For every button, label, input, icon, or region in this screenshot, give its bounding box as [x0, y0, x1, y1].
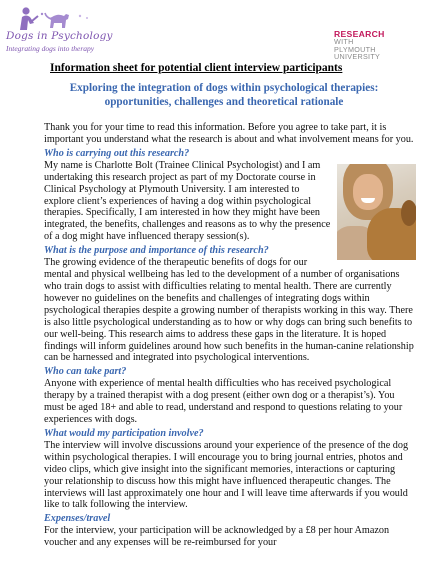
section-heading: What would my participation involve?: [44, 427, 204, 439]
logo-line-plymouth: PLYMOUTH: [334, 44, 376, 54]
section-text: For the interview, your participation will be acknowledged by a £8 per hour Amazon voucher and any expenses will be re-reimbursed for your: [44, 525, 390, 549]
section-heading: What is the purpose and importance of this research?: [44, 245, 269, 257]
section-heading: Who is carrying out this research?: [44, 147, 190, 159]
logo-line-with: WITH: [334, 37, 354, 47]
section-text: My name is Charlotte Bolt (Trainee Clinical Psychologist) and I am undertaking this research project as part of my Doctorate course in Clinical Psychology at Plymouth University. I am interested to explore client’s experiences of having a dog within psychological therapies. Specifically, I am interested in how they might have been integrated, the benefits, challenges and reasons as to why the presence of a dog might have influenced therapy session(s).: [44, 159, 331, 243]
section-text: The interview will involve discussions around your experience of the presence of the dog within psychological therapies. I will encourage you to bring journal entries, photos and video clips, which give insight into the significant memories, interactions or capturing your relationship to discuss how this might have influenced therapeutic changes. The interviews will last approximately one hour and I will leave time afterwards if you would like to talk following the interview.: [44, 439, 409, 511]
section-text: Anyone with experience of mental health difficulties who has received psychological therapy by a trained therapist with a dog present (either own dog or a therapist’s). You must be aged 18+ and able to read, understand and respond to questions relating to your experiences with dogs.: [44, 378, 403, 426]
logo-line-university: UNIVERSITY: [334, 52, 381, 62]
document-title: Information sheet for potential client interview participants: [50, 62, 343, 74]
logo-tagline: Integrating dogs into therapy: [6, 44, 95, 53]
section-heading: Expenses/travel: [44, 513, 111, 525]
person-and-dog-silhouette-icon: [8, 6, 108, 30]
logo-line-research: RESEARCH: [334, 29, 385, 39]
intro-paragraph: Thank you for your time to read this information. Before you agree to take part, it is important you understand what the research is about and what involvement means for you.: [44, 122, 414, 145]
study-title: Exploring the integration of dogs within psychological therapies: opportunities, challenges and theoretical rationale: [69, 82, 379, 108]
logo-name: Dogs in Psychology: [6, 30, 113, 42]
section-heading: Who can take part?: [44, 366, 127, 378]
researcher-photo: [337, 164, 416, 260]
dogs-in-psychology-logo: [2, 4, 122, 56]
plymouth-university-logo: [334, 30, 426, 61]
section-text: The growing evidence of the therapeutic benefits of dogs for our mental and physical wellbeing has led to the development of a number of organisations who train dogs to assist with difficulties relating to mental health. There are currently however no guidelines on the benefits and challenges of integrating dogs within psychological therapies despite a growing number of therapists working in this way. There is also little psychological understanding as to how or why dogs can bring such benefits to our well-being. This research aims to address these gaps in the literature. It is hoped findings will inform guidelines around how such benefits in the human-canine relationship can be harnessed and integrated into psychological interventions.: [44, 257, 414, 364]
document-body: [44, 122, 416, 549]
